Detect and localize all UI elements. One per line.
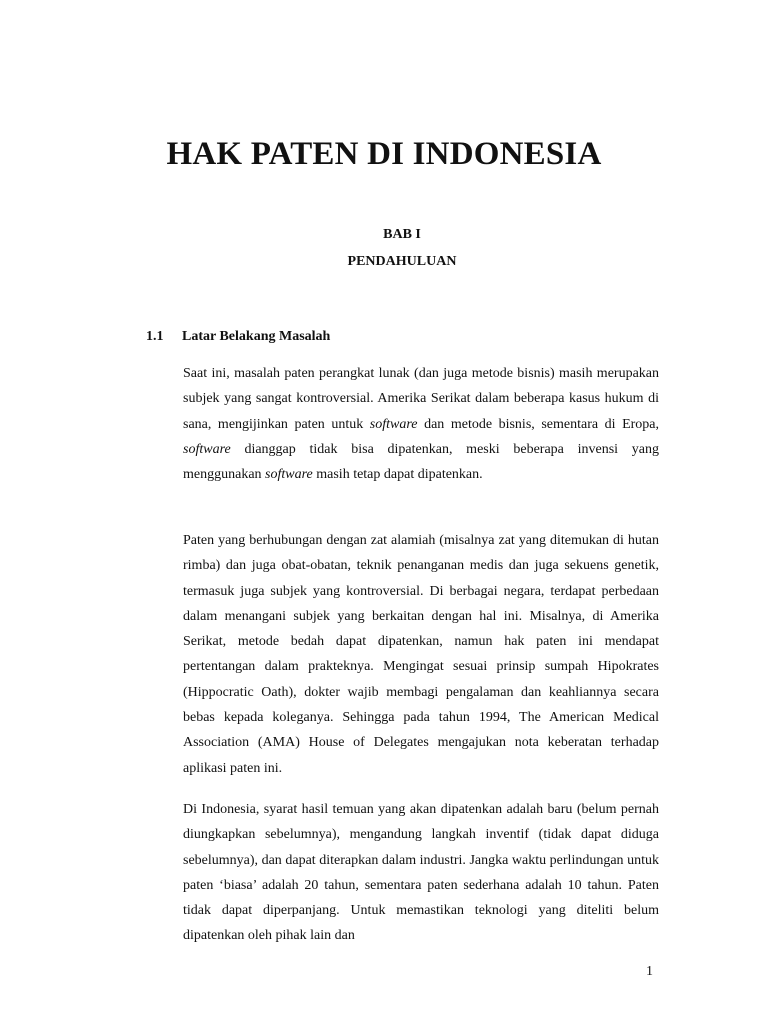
section-number: 1.1 [146,329,164,344]
chapter-title: PENDAHULUAN [347,254,457,269]
paragraph-1-text: masih tetap dapat dipatenkan. [312,467,483,483]
section-heading [146,329,330,345]
paragraph-1-text: Saat ini, masalah paten perangkat lunak (dan juga metode bisnis) masih merupakan subjek yang sangat kontroversial. Amerika Serikat dalam beberapa kasus hukum di sana, mengijinkan paten untuk [183,366,659,432]
italic-term: software [265,467,313,483]
section-title: Latar Belakang Masalah [182,329,331,344]
paragraph-1-text: dianggap tidak bisa dipatenkan, meski beberapa invensi yang menggunakan [183,441,659,483]
paragraph-3: Di Indonesia, syarat hasil temuan yang akan dipatenkan adalah baru (belum pernah diungkapkan sebelumnya), mengandung langkah inventif (tidak dapat diduga sebelumnya), dan dapat diterapkan dalam industri. Jangka waktu perlindungan untuk paten ‘biasa’ adalah 20 tahun, sementara paten sederhana adalah 10 tahun. Paten tidak dapat diperpanjang. Untuk memastikan teknologi yang diteliti belum dipatenkan oleh pihak lain dan [183,802,659,944]
italic-term: software [183,441,231,457]
italic-term: software [369,416,418,432]
document-title: HAK PATEN DI INDONESIA [166,136,602,172]
paragraph-1 [183,361,659,487]
paragraph-1-text: dan metode bisnis, sementara di Eropa, [417,416,659,432]
chapter-number: BAB I [383,227,421,242]
paragraph-2: Paten yang berhubungan dengan zat alamiah (misalnya zat yang ditemukan di hutan rimba) dan juga obat-obatan, teknik penanganan medis dan juga sekuens genetik, termasuk juga subjek yang kontroversial. Di berbagai negara, terdapat perbedaan dalam menangani subjek yang berkaitan dengan hal ini. Misalnya, di Amerika Serikat, metode bedah dapat dipatenkan, namun hak paten ini mendapat pertentangan dalam prakteknya. Mengingat sesuai prinsip sumpah Hipokrates (Hippocratic Oath), dokter wajib membagi pengalaman dan keahliannya secara bebas kepada koleganya. Sehingga pada tahun 1994, The American Medical Association (AMA) House of Delegates mengajukan nota keberatan terhadap aplikasi paten ini. [183,533,659,776]
page-number: 1 [646,964,653,979]
